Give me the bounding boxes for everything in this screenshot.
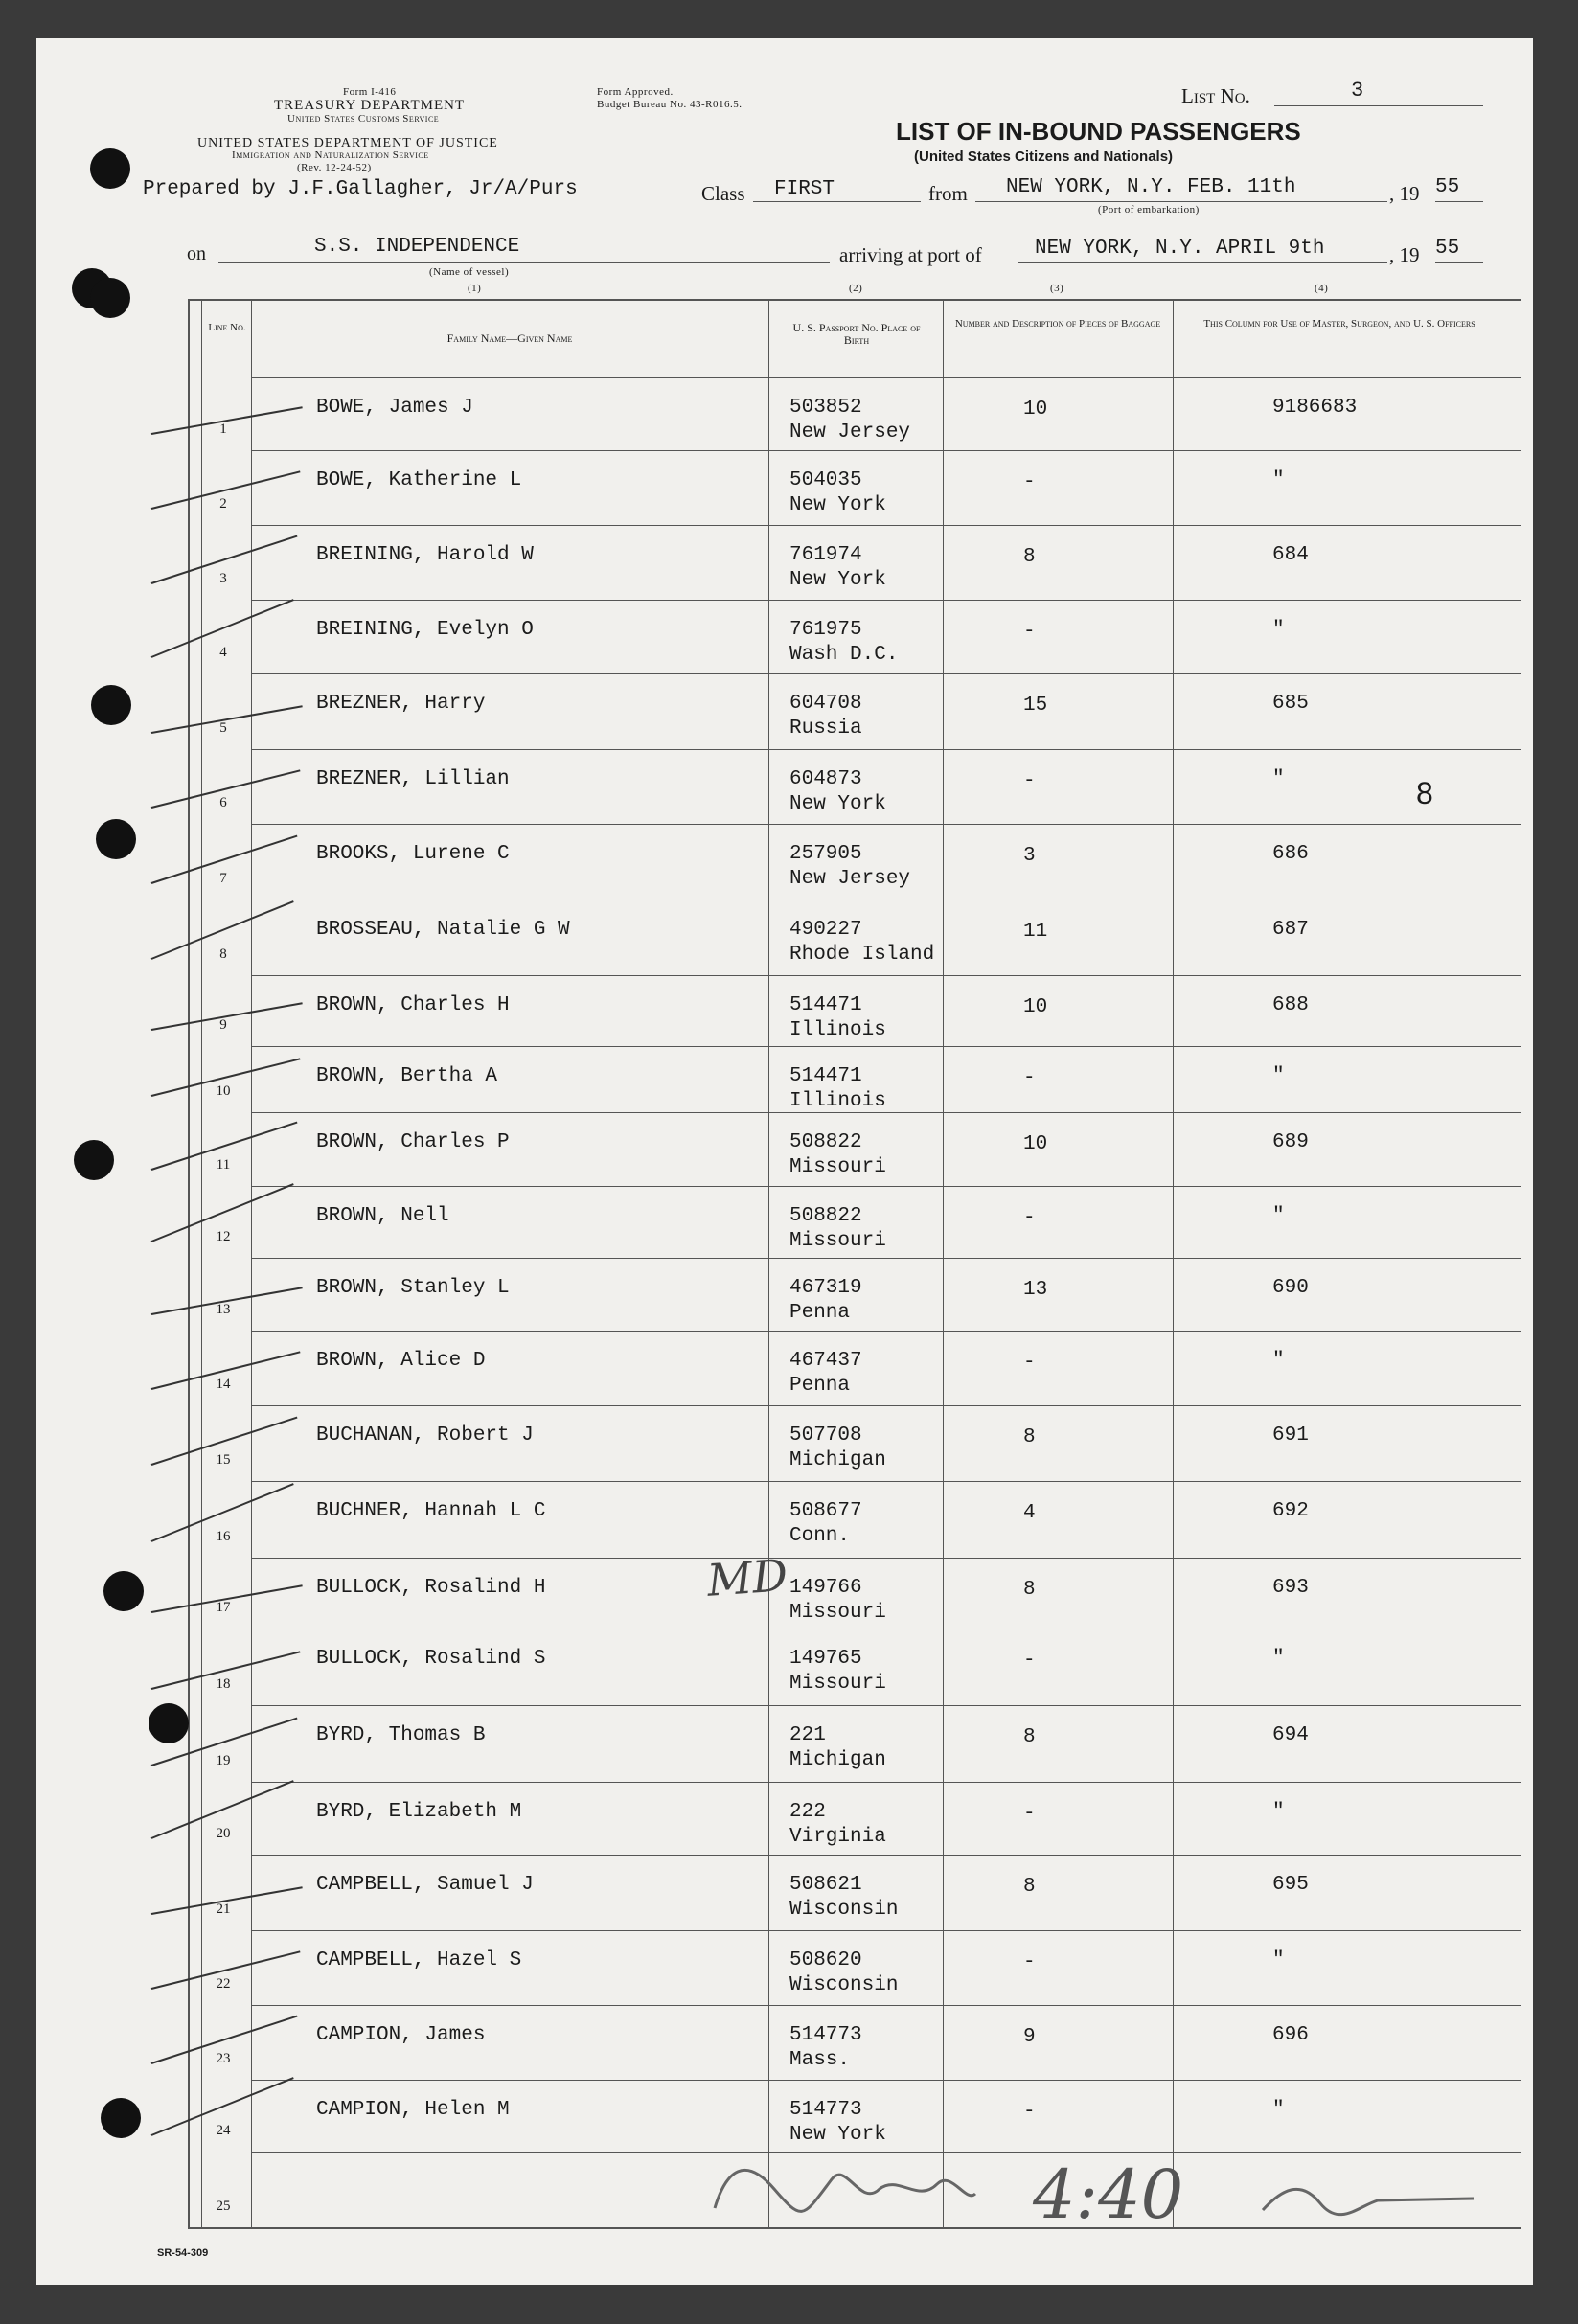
passport-cell xyxy=(789,767,886,817)
passenger-name: BROWN, Alice D xyxy=(316,1350,486,1372)
passport-number: 149765 xyxy=(789,1648,862,1670)
passenger-name: CAMPION, Helen M xyxy=(316,2099,510,2121)
line-number: 13 xyxy=(216,1302,231,1317)
place-of-birth: Michigan xyxy=(789,1449,886,1471)
officer-note: " xyxy=(1272,1648,1285,1670)
place-of-birth: New Jersey xyxy=(789,422,911,444)
passport-header: U. S. Passport No. Place of Birth xyxy=(792,321,921,347)
on-label: on xyxy=(187,243,206,264)
officer-note: " xyxy=(1272,1949,1285,1971)
passenger-name: BOWE, James J xyxy=(316,397,473,419)
officer-note: " xyxy=(1272,1350,1285,1372)
baggage-count: 10 xyxy=(1023,996,1048,1018)
baggage-count: 10 xyxy=(1023,1133,1048,1155)
line-number: 18 xyxy=(216,1676,231,1692)
passport-number: 490227 xyxy=(789,919,862,941)
baggage-count: - xyxy=(1023,2101,1036,2123)
baggage-count: 4 xyxy=(1023,1502,1036,1524)
manifest-page xyxy=(36,38,1533,2285)
name-header: Family Name—Given Name xyxy=(446,331,573,345)
place-of-birth: New York xyxy=(789,793,886,815)
officer-note: 695 xyxy=(1272,1874,1309,1896)
passenger-name: BUCHNER, Hannah L C xyxy=(316,1500,546,1522)
passenger-name: BROSSEAU, Natalie G W xyxy=(316,919,570,941)
passport-cell xyxy=(789,1948,898,1998)
passport-number: 222 xyxy=(789,1801,826,1823)
baggage-count: - xyxy=(1023,770,1036,792)
passport-cell xyxy=(789,1723,886,1773)
passport-cell xyxy=(789,1349,862,1399)
line-number: 3 xyxy=(219,571,227,586)
line-number: 19 xyxy=(216,1753,231,1768)
passport-cell xyxy=(789,543,886,593)
table-row xyxy=(36,2005,1533,2080)
budget-bureau: Budget Bureau No. 43-R016.5. xyxy=(597,99,743,110)
passenger-name: BROOKS, Lurene C xyxy=(316,843,510,865)
passport-number: 761975 xyxy=(789,619,862,641)
form-approved: Form Approved. xyxy=(597,86,674,98)
binder-hole xyxy=(91,685,131,725)
line-number: 2 xyxy=(219,496,227,512)
revision: (Rev. 12-24-52) xyxy=(297,162,372,173)
officer-note: 686 xyxy=(1272,843,1309,865)
place-of-birth: Penna xyxy=(789,1302,851,1324)
place-of-birth: New York xyxy=(789,494,886,516)
passport-cell xyxy=(789,1424,886,1473)
baggage-count: 8 xyxy=(1023,546,1036,568)
line-number: 10 xyxy=(216,1083,231,1099)
line-number: 16 xyxy=(216,1529,231,1544)
binder-hole xyxy=(103,1571,144,1611)
passenger-name: BOWE, Katherine L xyxy=(316,469,522,491)
place-of-birth: Rhode Island xyxy=(789,944,935,966)
passport-number: 508822 xyxy=(789,1205,862,1227)
col-num-3: (3) xyxy=(1050,283,1064,294)
justice-dept: UNITED STATES DEPARTMENT OF JUSTICE xyxy=(197,136,498,150)
officer-note: 696 xyxy=(1272,2024,1309,2046)
table-row xyxy=(36,749,1533,824)
line-number: 8 xyxy=(219,946,227,962)
year-1: 55 xyxy=(1435,176,1460,198)
passport-number: 514773 xyxy=(789,2024,862,2046)
table-row xyxy=(36,1705,1533,1782)
table-row xyxy=(36,1782,1533,1855)
signature-scribble xyxy=(688,2151,1493,2227)
form-code: SR-54-309 xyxy=(157,2247,209,2259)
col-num-1: (1) xyxy=(468,283,482,294)
place-of-birth: Michigan xyxy=(789,1749,886,1771)
passenger-name: BYRD, Elizabeth M xyxy=(316,1801,522,1823)
place-of-birth: Wash D.C. xyxy=(789,644,899,666)
passenger-name: BROWN, Nell xyxy=(316,1205,449,1227)
passenger-name: BUCHANAN, Robert J xyxy=(316,1424,534,1447)
line-number: 9 xyxy=(219,1017,227,1033)
passport-number: 508621 xyxy=(789,1874,862,1896)
line-number: 20 xyxy=(216,1826,231,1841)
place-of-birth: Mass. xyxy=(789,2049,851,2071)
table-row xyxy=(36,1930,1533,2005)
baggage-count: 8 xyxy=(1023,1426,1036,1448)
baggage-count: 8 xyxy=(1023,1726,1036,1748)
officer-note: 689 xyxy=(1272,1131,1309,1153)
binder-hole xyxy=(149,1703,189,1743)
officer-note: " xyxy=(1272,768,1285,790)
table-row xyxy=(36,1331,1533,1405)
place-of-birth: Illinois xyxy=(789,1019,886,1041)
baggage-count: 9 xyxy=(1023,2026,1036,2048)
passport-number: 604873 xyxy=(789,768,862,790)
officer-note: 690 xyxy=(1272,1277,1309,1299)
passport-number: 514471 xyxy=(789,994,862,1016)
officer-note: " xyxy=(1272,619,1285,641)
place-of-birth: Missouri xyxy=(789,1230,886,1252)
passenger-name: BREINING, Evelyn O xyxy=(316,619,534,641)
baggage-count: 8 xyxy=(1023,1876,1036,1898)
table-row xyxy=(36,1629,1533,1705)
place-of-birth: Missouri xyxy=(789,1156,886,1178)
baggage-count: - xyxy=(1023,1803,1036,1825)
table-row xyxy=(36,975,1533,1046)
line-number: 11 xyxy=(216,1157,231,1173)
col-num-2: (2) xyxy=(849,283,863,294)
officer-note: 692 xyxy=(1272,1500,1309,1522)
place-of-birth: Missouri xyxy=(789,1602,886,1624)
passport-number: 508822 xyxy=(789,1131,862,1153)
officers-header: This Column for Use of Master, Surgeon, and U. S. Officers xyxy=(1203,318,1475,330)
passport-number: 508620 xyxy=(789,1949,862,1971)
baggage-count: 10 xyxy=(1023,399,1048,421)
passport-cell xyxy=(789,918,934,968)
table-row xyxy=(36,450,1533,525)
treasury-dept: TREASURY DEPARTMENT xyxy=(274,98,466,113)
passport-number: 514773 xyxy=(789,2099,862,2121)
binder-hole xyxy=(96,819,136,859)
line-number: 23 xyxy=(216,2051,231,2066)
passenger-name: BREINING, Harold W xyxy=(316,544,534,566)
line-number: 7 xyxy=(219,871,227,886)
class-value: FIRST xyxy=(774,178,835,200)
line-number: 25 xyxy=(216,2199,231,2214)
passport-cell xyxy=(789,1276,862,1326)
officer-note: " xyxy=(1272,1801,1285,1823)
place-of-birth: Wisconsin xyxy=(789,1974,899,1996)
officer-note: 693 xyxy=(1272,1577,1309,1599)
passenger-name: CAMPION, James xyxy=(316,2024,486,2046)
passport-cell xyxy=(789,1499,862,1549)
passport-cell xyxy=(789,1130,886,1180)
officer-note: 694 xyxy=(1272,1724,1309,1746)
passport-number: 507708 xyxy=(789,1424,862,1447)
margin-number: 8 xyxy=(1416,776,1433,810)
line-number: 5 xyxy=(219,720,227,736)
officer-note: 687 xyxy=(1272,919,1309,941)
line-number: 12 xyxy=(216,1229,231,1244)
line-no-header: Line No. xyxy=(208,322,246,333)
passport-number: 508677 xyxy=(789,1500,862,1522)
passenger-name: BROWN, Bertha A xyxy=(316,1065,498,1087)
baggage-count: - xyxy=(1023,1352,1036,1374)
line-number: 21 xyxy=(216,1902,231,1917)
line-number: 14 xyxy=(216,1377,231,1392)
officer-note: " xyxy=(1272,1065,1285,1087)
line-number: 24 xyxy=(216,2123,231,2138)
passport-number: 514471 xyxy=(789,1065,862,1087)
binder-hole xyxy=(101,2098,141,2138)
line-number: 15 xyxy=(216,1452,231,1468)
passport-number: 467437 xyxy=(789,1350,862,1372)
officer-note: 691 xyxy=(1272,1424,1309,1447)
baggage-header: Number and Description of Pieces of Baggage xyxy=(954,318,1161,330)
officer-note: 684 xyxy=(1272,544,1309,566)
place-of-birth: Missouri xyxy=(789,1673,886,1695)
table-row xyxy=(36,900,1533,975)
place-of-birth: Russia xyxy=(789,718,862,740)
passport-number: 504035 xyxy=(789,469,862,491)
passport-cell xyxy=(789,1800,886,1850)
passport-cell xyxy=(789,396,910,445)
baggage-count: - xyxy=(1023,1650,1036,1672)
immigration-service: Immigration and Naturalization Service xyxy=(232,149,429,161)
place-of-birth: New Jersey xyxy=(789,868,911,890)
binder-hole xyxy=(74,1140,114,1180)
line-number: 1 xyxy=(219,422,227,437)
passport-cell xyxy=(789,993,886,1043)
passport-cell xyxy=(789,1873,898,1923)
port-of-embarkation: NEW YORK, N.Y. FEB. 11th xyxy=(1006,176,1296,198)
binder-hole xyxy=(90,148,130,189)
passport-cell xyxy=(789,2023,862,2073)
table-row xyxy=(36,1405,1533,1481)
table-row xyxy=(36,673,1533,749)
binder-hole xyxy=(90,278,130,318)
place-of-birth: New York xyxy=(789,2124,886,2146)
baggage-count: - xyxy=(1023,471,1036,493)
passport-cell xyxy=(789,468,886,518)
passport-cell xyxy=(789,1576,886,1626)
passenger-name: BROWN, Stanley L xyxy=(316,1277,510,1299)
place-of-birth: Illinois xyxy=(789,1090,886,1112)
officer-note: 9186683 xyxy=(1272,397,1358,419)
baggage-count: - xyxy=(1023,621,1036,643)
table-row xyxy=(36,600,1533,673)
passenger-name: BULLOCK, Rosalind H xyxy=(316,1577,546,1599)
passport-cell xyxy=(789,692,862,741)
table-row xyxy=(36,377,1533,450)
officer-note: " xyxy=(1272,2099,1285,2121)
table-row xyxy=(36,1186,1533,1258)
passport-number: 761974 xyxy=(789,544,862,566)
page-title: LIST OF IN-BOUND PASSENGERS xyxy=(896,117,1301,146)
table-row xyxy=(36,1855,1533,1930)
baggage-count: 3 xyxy=(1023,845,1036,867)
passport-cell xyxy=(789,1064,886,1114)
table-row xyxy=(36,1046,1533,1112)
line-number: 4 xyxy=(219,645,227,660)
passenger-name: BREZNER, Lillian xyxy=(316,768,510,790)
passport-number: 604708 xyxy=(789,693,862,715)
passport-cell xyxy=(789,618,898,668)
passport-cell xyxy=(789,842,910,892)
baggage-count: 15 xyxy=(1023,695,1048,717)
page-subtitle: (United States Citizens and Nationals) xyxy=(914,148,1174,165)
vessel-name: S.S. INDEPENDENCE xyxy=(314,236,520,258)
officer-note: 688 xyxy=(1272,994,1309,1016)
year-2: 55 xyxy=(1435,238,1460,260)
port-embark-caption: (Port of embarkation) xyxy=(1098,204,1200,216)
year-prefix-2: , 19 xyxy=(1389,243,1420,266)
class-label: Class xyxy=(701,182,745,205)
table-row xyxy=(36,824,1533,900)
baggage-count: - xyxy=(1023,1951,1036,1973)
table-row xyxy=(36,2080,1533,2152)
place-of-birth: Penna xyxy=(789,1375,851,1397)
vessel-caption: (Name of vessel) xyxy=(429,266,510,278)
passport-number: 467319 xyxy=(789,1277,862,1299)
place-of-birth: Virginia xyxy=(789,1826,886,1848)
baggage-count: - xyxy=(1023,1067,1036,1089)
handwritten-time: 4:40 xyxy=(1033,2155,1184,2234)
list-no: 3 xyxy=(1351,79,1364,103)
passport-number: 149766 xyxy=(789,1577,862,1599)
arrival-port: NEW YORK, N.Y. APRIL 9th xyxy=(1035,238,1325,260)
form-number: Form I-416 xyxy=(343,86,397,98)
passport-number: 221 xyxy=(789,1724,826,1746)
passenger-name: BULLOCK, Rosalind S xyxy=(316,1648,546,1670)
customs-service: United States Customs Service xyxy=(287,113,440,125)
prepared-by: Prepared by J.F.Gallagher, Jr/A/Purs xyxy=(143,178,578,200)
passport-number: 503852 xyxy=(789,397,862,419)
passport-cell xyxy=(789,2098,886,2148)
baggage-count: 13 xyxy=(1023,1279,1048,1301)
line-number: 17 xyxy=(216,1600,231,1615)
table-row xyxy=(36,1112,1533,1186)
passenger-name: CAMPBELL, Samuel J xyxy=(316,1874,534,1896)
line-number: 6 xyxy=(219,795,227,810)
line-number: 22 xyxy=(216,1976,231,1992)
baggage-count: - xyxy=(1023,1207,1036,1229)
place-of-birth: New York xyxy=(789,569,886,591)
year-prefix-1: , 19 xyxy=(1389,182,1420,205)
passenger-name: BROWN, Charles P xyxy=(316,1131,510,1153)
arriving-label: arriving at port of xyxy=(839,243,982,266)
place-of-birth: Wisconsin xyxy=(789,1899,899,1921)
table-row xyxy=(36,1481,1533,1558)
list-no-label: List No. xyxy=(1181,84,1250,107)
table-row xyxy=(36,525,1533,600)
officer-note: " xyxy=(1272,1205,1285,1227)
baggage-count: 11 xyxy=(1023,921,1048,943)
baggage-count: 8 xyxy=(1023,1579,1036,1601)
passport-cell xyxy=(789,1204,886,1254)
passenger-name: CAMPBELL, Hazel S xyxy=(316,1949,522,1971)
md-mark: MD xyxy=(705,1549,789,1606)
passenger-name: BREZNER, Harry xyxy=(316,693,486,715)
table-row xyxy=(36,1258,1533,1331)
passenger-name: BROWN, Charles H xyxy=(316,994,510,1016)
passport-cell xyxy=(789,1647,886,1697)
col-num-4: (4) xyxy=(1315,283,1329,294)
officer-note: 685 xyxy=(1272,693,1309,715)
place-of-birth: Conn. xyxy=(789,1525,851,1547)
passenger-name: BYRD, Thomas B xyxy=(316,1724,486,1746)
from-label: from xyxy=(928,182,968,205)
passport-number: 257905 xyxy=(789,843,862,865)
officer-note: " xyxy=(1272,469,1285,491)
